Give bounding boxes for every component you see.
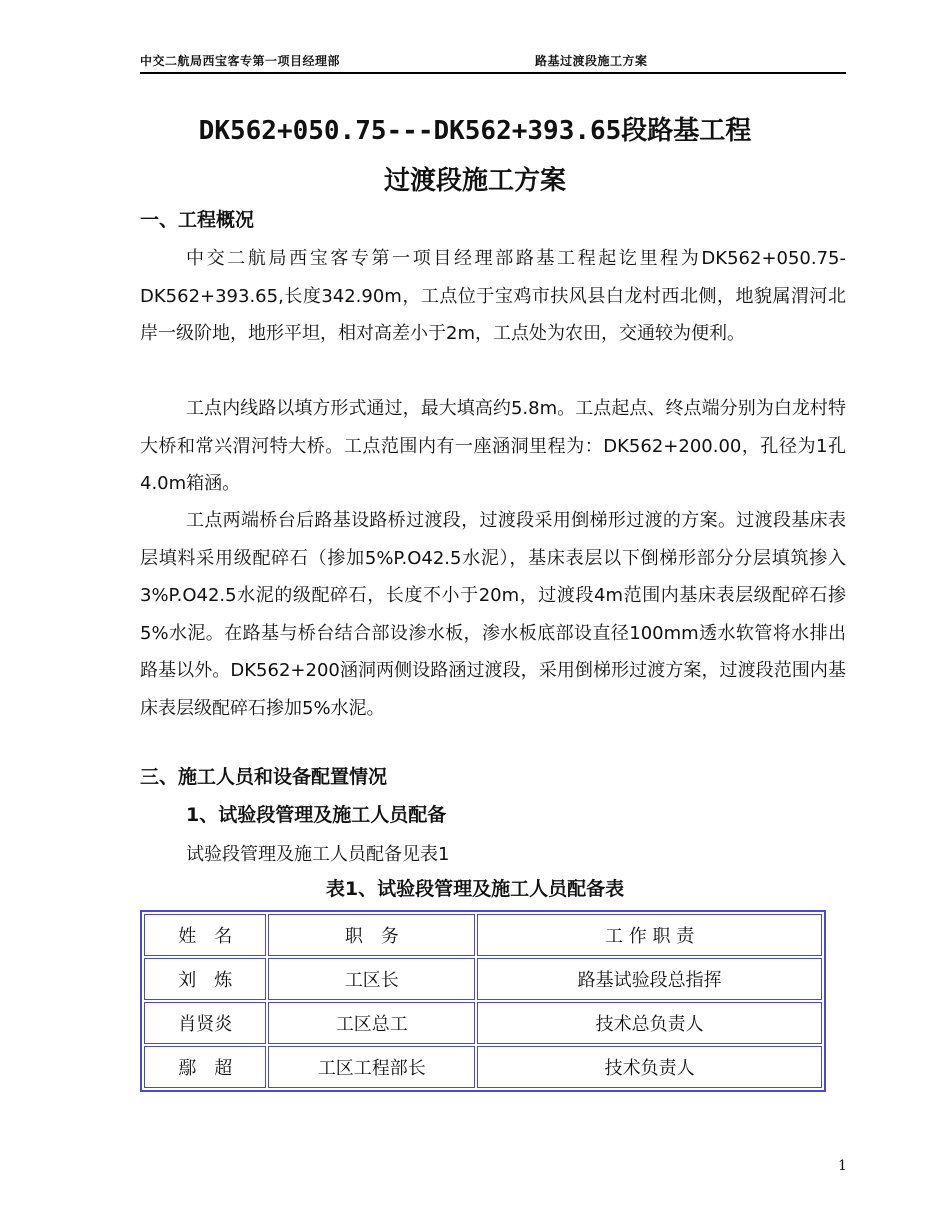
table-row (144, 958, 822, 1000)
cell-duties: 技术负责人 (477, 1046, 822, 1088)
cell-name: 鄢 超 (144, 1046, 266, 1088)
table-caption: 表1、试验段管理及施工人员配备表 (325, 878, 625, 900)
cell-position: 工区总工 (268, 1002, 475, 1044)
cell-name: 肖贤炎 (144, 1002, 266, 1044)
header-organization: 中交二航局西宝客专第一项目经理部 (140, 54, 341, 68)
header-document-title: 路基过渡段施工方案 (535, 54, 648, 68)
document-title-line1: DK562+050.75---DK562+393.65段路基工程 (198, 116, 752, 146)
section-heading-personnel: 三、施工人员和设备配置情况 (140, 766, 388, 788)
cell-name: 刘 炼 (144, 958, 266, 1000)
cell-duties: 路基试验段总指挥 (477, 958, 822, 1000)
paragraph-overview-3: 工点两端桥台后路基设路桥过渡段，过渡段采用倒梯形过渡的方案。过渡段基床表层填料采用级配碎石（掺加5%P.O42.5水泥），基床表层以下倒梯形部分分层填筑掺入3%P.O42.5水泥的级配碎石，长度不小于20m，过渡段4m范围内基床表层级配碎石掺5%水泥。在路基与桥台结合部设渗水板，渗水板底部设直径100mm透水软管将水排出路基以外。DK562+200涵洞两侧设路涵过渡段，采用倒梯形过渡方案，过渡段范围内基床表层级配碎石掺加5%水泥。 (140, 510, 846, 719)
paragraph-overview-2: 工点内线路以填方形式通过，最大填高约5.8m。工点起点、终点端分别为白龙村特大桥和常兴渭河特大桥。工点范围内有一座涵洞里程为：DK562+200.00，孔径为1孔4.0m箱涵。 (140, 398, 846, 494)
subsection-heading-staffing: 1、试验段管理及施工人员配备 (186, 804, 447, 826)
table-row (144, 1046, 822, 1088)
header-name: 姓 名 (144, 914, 266, 956)
cell-position: 工区长 (268, 958, 475, 1000)
section-heading-overview: 一、工程概况 (140, 209, 255, 231)
table-header-row (144, 914, 822, 956)
header-position: 职 务 (268, 914, 475, 956)
cell-position: 工区工程部长 (268, 1046, 475, 1088)
staffing-reference-text: 试验段管理及施工人员配备见表1 (186, 844, 450, 865)
header-duties: 工 作 职 责 (477, 914, 822, 956)
paragraph-overview-1: 中交二航局西宝客专第一项目经理部路基工程起讫里程为DK562+050.75-DK562+393.65,长度342.90m，工点位于宝鸡市扶风县白龙村西北侧，地貌属渭河北岸一级阶地，地形平坦，相对高差小于2m，工点处为农田，交通较为便利。 (140, 248, 846, 344)
cell-duties: 技术总负责人 (477, 1002, 822, 1044)
page-header (140, 52, 846, 74)
table-row (144, 1002, 822, 1044)
staff-table (140, 910, 826, 1092)
document-title-line2: 过渡段施工方案 (383, 166, 566, 196)
page-number: 1 (838, 1158, 847, 1174)
